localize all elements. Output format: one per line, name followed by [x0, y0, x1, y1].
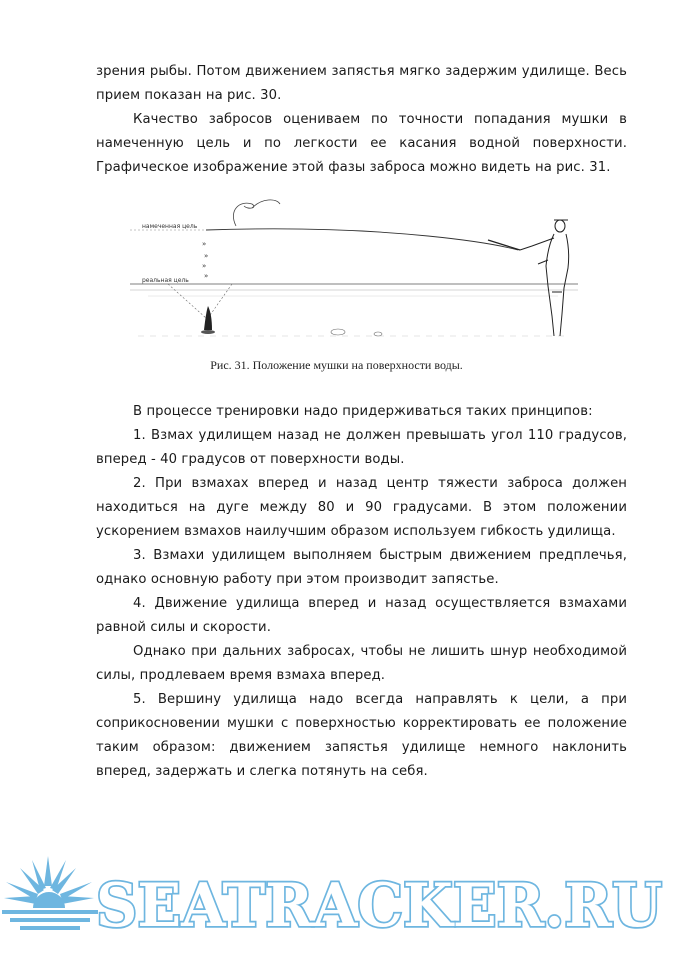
principles-text-block [96, 400, 627, 784]
paragraph-continuation: зрения рыбы. Потом движением запястья мягко задержим удилище. Весь прием показан на рис. 30. [96, 64, 627, 103]
paragraph-intro: В процессе тренировки надо придерживаться таких принципов: [133, 404, 593, 419]
paragraph-principle-5: 5. Вершину удилища надо всегда направлять к цели, а при соприкосновении мушки с поверхностью корректировать ее положение таким образом: движением запястья удилище немного наклонить вперед, задержать и слегка потянуть на себя. [96, 692, 627, 779]
paragraph-principle-4: 4. Движение удилища вперед и назад осуществляется взмахами равной силы и скорости. [96, 596, 627, 635]
svg-text:»: » [202, 262, 207, 270]
paragraph-quality: Качество забросов оцениваем по точности попадания мушки в намеченную цель и по легкости ее касания водной поверхности. Графическое изображение этой фазы заброса можно видеть на рис. 31. [96, 112, 627, 175]
label-real: реальная цель [142, 277, 189, 284]
top-text-block [96, 60, 627, 180]
figure-caption: Рис. 31. Положение мушки на поверхности воды. [210, 358, 463, 372]
paragraph-principle-3: 3. Взмахи удилищем выполняем быстрым движением предплечья, однако основную работу при этом производит запястье. [96, 548, 627, 587]
svg-text:»: » [202, 240, 207, 248]
watermark-text: SEATRACKER.RU [96, 871, 662, 941]
figure-31 [128, 196, 580, 346]
fly-casting-illustration [128, 196, 580, 346]
svg-text:»: » [204, 272, 209, 280]
svg-text:»: » [204, 252, 209, 260]
paragraph-long-casts: Однако при дальних забросах, чтобы не лишить шнур необходимой силы, продлеваем время взмаха вперед. [96, 644, 627, 683]
paragraph-principle-2: 2. При взмахах вперед и назад центр тяжести заброса должен находиться на дуге между 80 и 90 градусами. В этом положении ускорением взмахов наилучшим образом используем гибкость удилища. [96, 476, 627, 539]
angler-figure [520, 220, 569, 336]
watermark-logo [0, 848, 673, 948]
seatracker-watermark [0, 848, 673, 948]
sun-icon [0, 856, 100, 940]
label-target: намеченная цель [142, 223, 198, 230]
paragraph-principle-1: 1. Взмах удилищем назад не должен превышать угол 110 градусов, вперед - 40 градусов от поверхности воды. [96, 428, 627, 467]
